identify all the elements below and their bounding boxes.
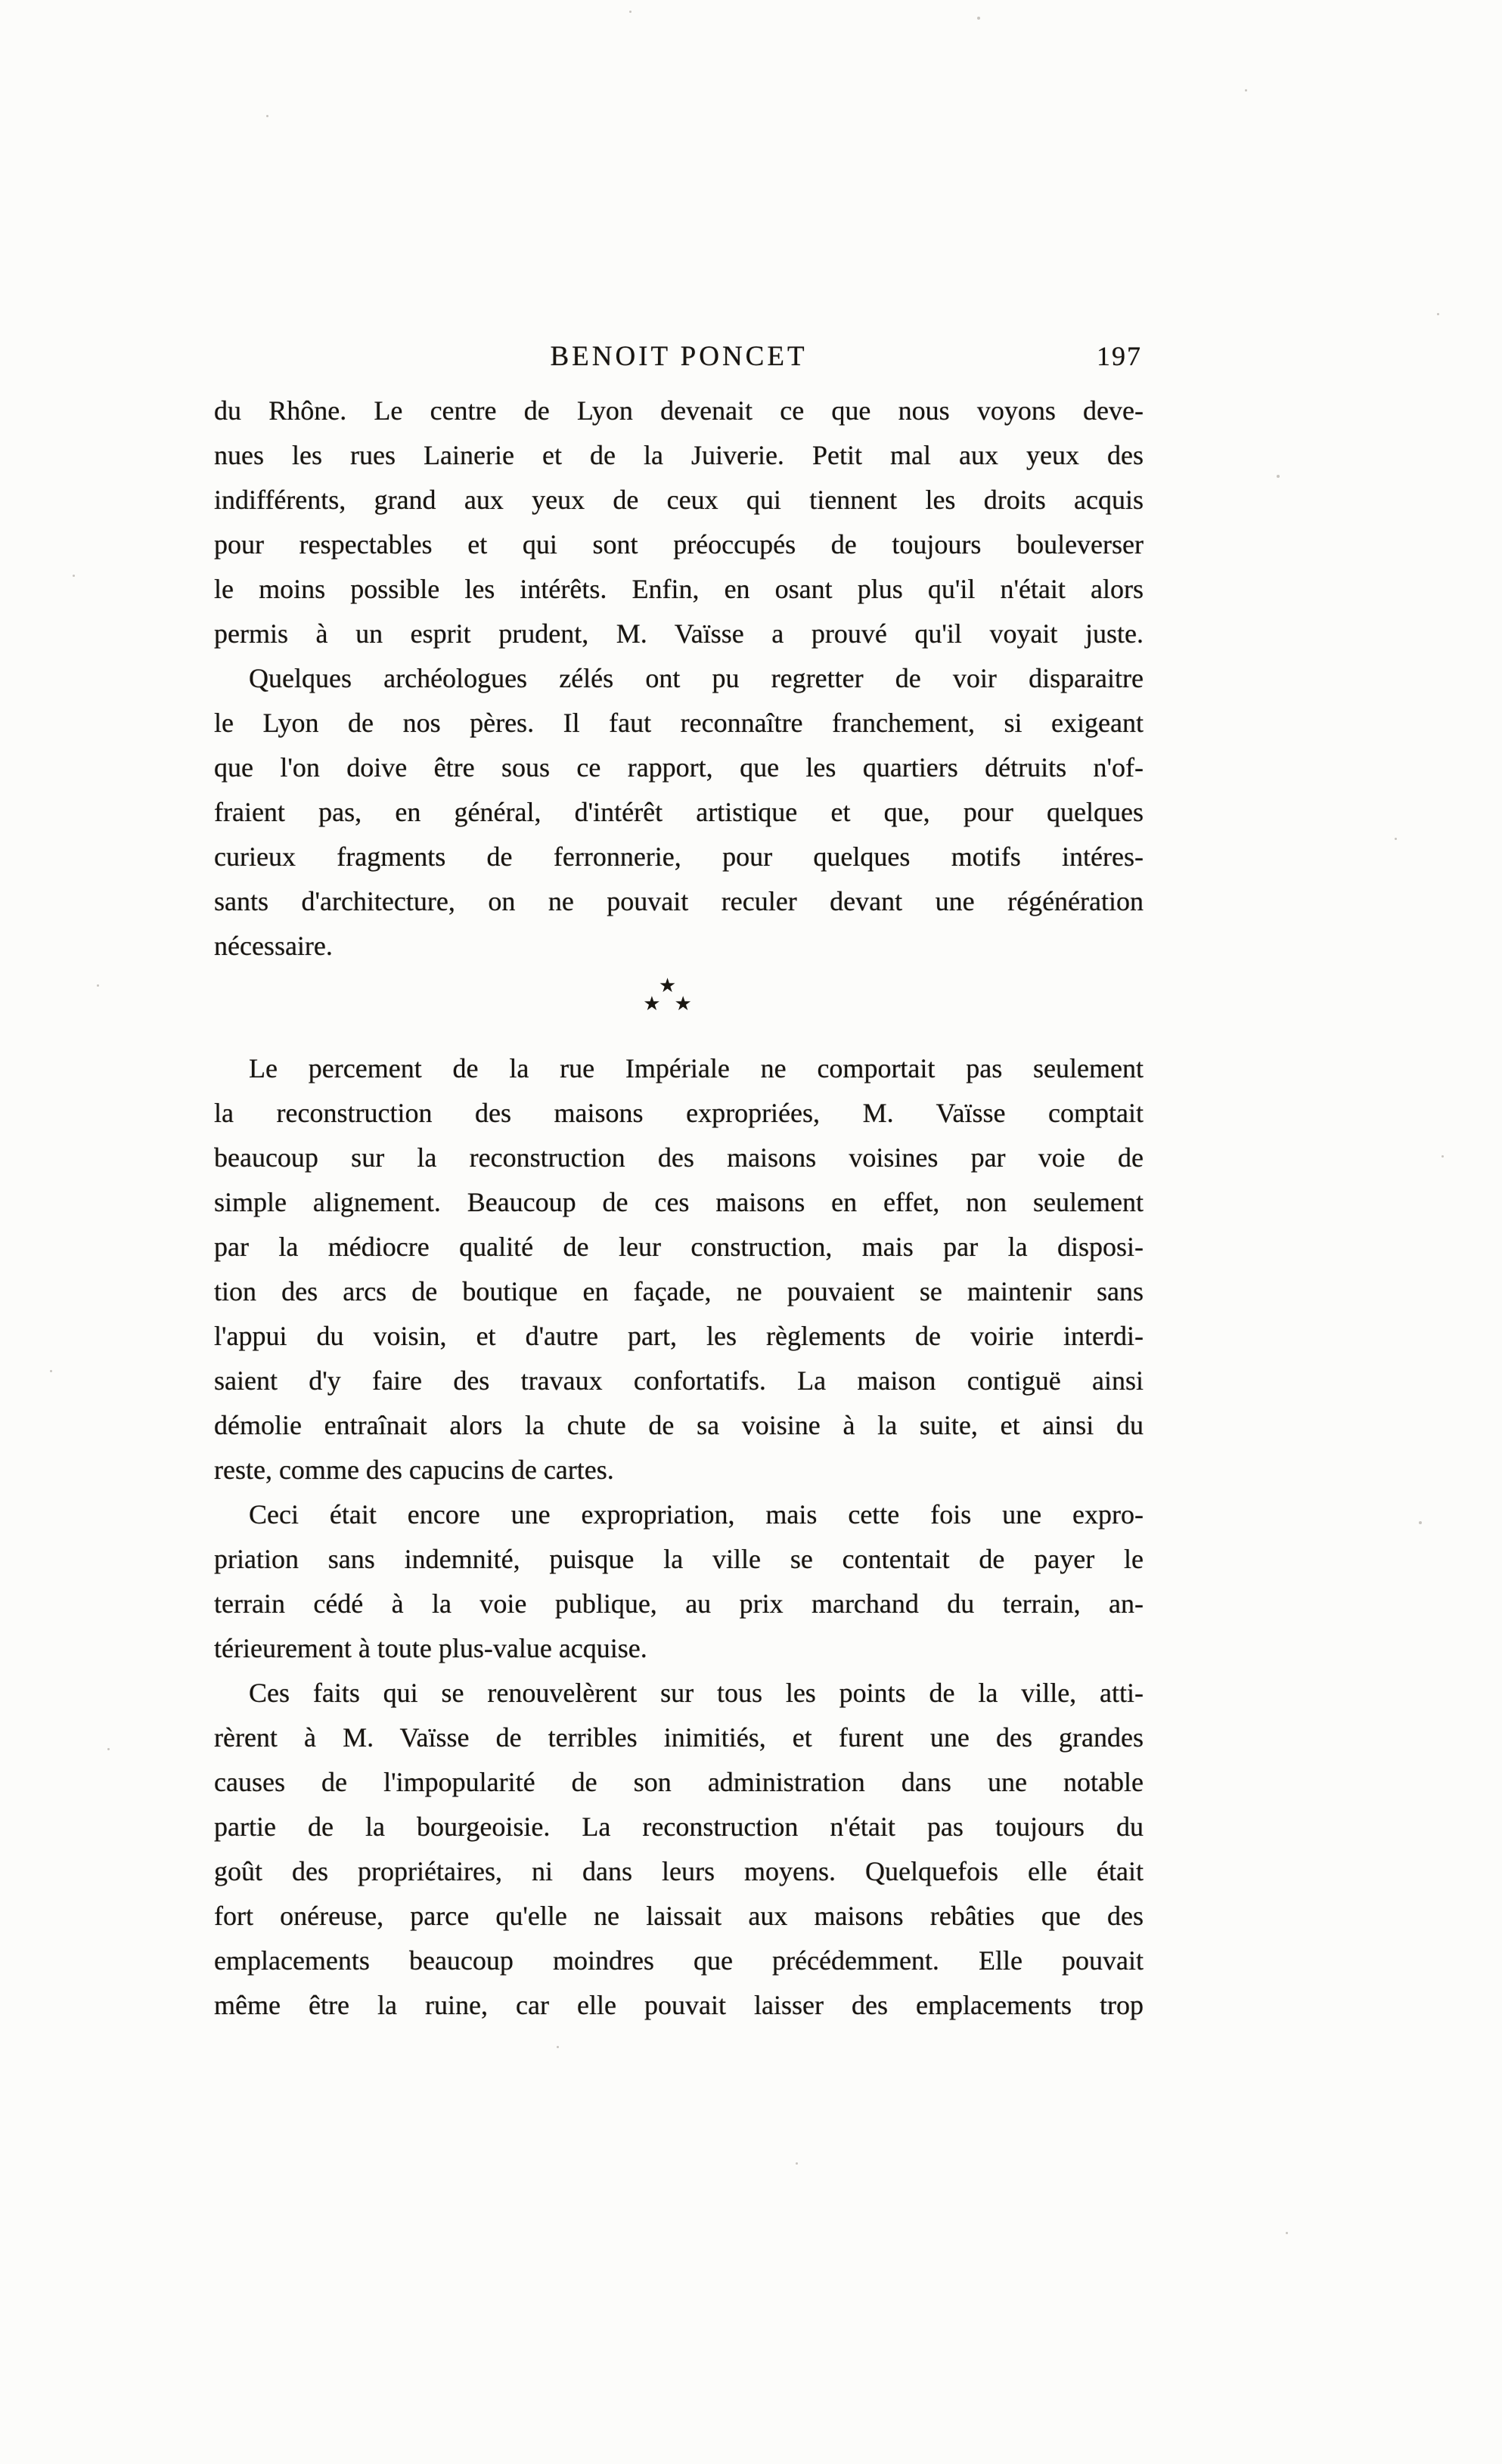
- text-line: indifférents, grand aux yeux de ceux qui tiennent les droits acquis: [214, 485, 1144, 515]
- scan-speckle: [107, 1748, 110, 1750]
- scan-speckle: [557, 2046, 559, 2048]
- text-line: reste, comme des capucins de cartes.: [214, 1455, 614, 1485]
- scan-speckle: [1419, 1521, 1422, 1524]
- page-number: 197: [1097, 341, 1142, 371]
- scan-speckle: [1245, 89, 1247, 91]
- scan-speckle: [73, 575, 75, 577]
- text-line: fort onéreuse, parce qu'elle ne laissait aux maisons rebâties que des: [214, 1901, 1144, 1931]
- text-line: le Lyon de nos pères. Il faut reconnaître franchement, si exigeant: [214, 708, 1144, 738]
- text-line: l'appui du voisin, et d'autre part, les règlements de voirie interdi-: [214, 1321, 1144, 1351]
- paragraph: [214, 1671, 1144, 2028]
- section-divider-asterism: [203, 969, 1132, 1046]
- star-icon: ★: [674, 993, 692, 1015]
- paragraph: [214, 1046, 1144, 1492]
- scan-speckle: [629, 11, 632, 13]
- page-header: [214, 340, 1144, 375]
- scan-speckle: [1286, 2232, 1288, 2234]
- text-line: priation sans indemnité, puisque la ville se contentait de payer le: [214, 1544, 1144, 1574]
- text-line: démolie entraînait alors la chute de sa voisine à la suite, et ainsi du: [214, 1410, 1144, 1440]
- scan-speckle: [977, 17, 980, 20]
- text-line: térieurement à toute plus-value acquise.: [214, 1633, 647, 1663]
- running-header-title: BENOIT PONCET: [550, 341, 808, 372]
- text-line: permis à un esprit prudent, M. Vaïsse a prouvé qu'il voyait juste.: [214, 618, 1144, 649]
- text-line: Ces faits qui se renouvelèrent sur tous les points de la ville, atti-: [249, 1678, 1144, 1708]
- text-line: curieux fragments de ferronnerie, pour quelques motifs intéres-: [214, 841, 1144, 872]
- paragraph: [214, 389, 1144, 656]
- text-line: même être la ruine, car elle pouvait laisser des emplacements trop: [214, 1990, 1144, 2020]
- text-line: rèrent à M. Vaïsse de terribles inimitiés, et furent une des grandes: [214, 1722, 1144, 1753]
- text-line: fraient pas, en général, d'intérêt artistique et que, pour quelques: [214, 797, 1144, 827]
- page-body-text: [214, 389, 1144, 2028]
- text-line: sants d'architecture, on ne pouvait reculer devant une régénération: [214, 886, 1144, 916]
- text-line: le moins possible les intérêts. Enfin, en osant plus qu'il n'était alors: [214, 574, 1144, 604]
- text-line: emplacements beaucoup moindres que précédemment. Elle pouvait: [214, 1945, 1144, 1976]
- scan-speckle: [1441, 1155, 1444, 1158]
- text-line: que l'on doive être sous ce rapport, que les quartiers détruits n'of-: [214, 752, 1144, 783]
- scan-speckle: [1395, 838, 1397, 840]
- text-line: nues les rues Lainerie et de la Juiverie. Petit mal aux yeux des: [214, 440, 1144, 470]
- paragraph: [214, 656, 1144, 969]
- text-line: saient d'y faire des travaux confortatifs. La maison contiguë ainsi: [214, 1365, 1144, 1396]
- text-line: beaucoup sur la reconstruction des maisons voisines par voie de: [214, 1142, 1144, 1173]
- text-line: simple alignement. Beaucoup de ces maisons en effet, non seulement: [214, 1187, 1144, 1217]
- text-line: tion des arcs de boutique en façade, ne pouvaient se maintenir sans: [214, 1276, 1144, 1306]
- paragraph: [214, 1492, 1144, 1671]
- scan-speckle: [1277, 475, 1280, 478]
- star-icon: ★: [643, 993, 661, 1015]
- asterism-row-top: [659, 976, 676, 996]
- text-line: nécessaire.: [214, 931, 333, 961]
- text-line: du Rhône. Le centre de Lyon devenait ce que nous voyons deve-: [214, 395, 1144, 426]
- text-line: Ceci était encore une expropriation, mais cette fois une expro-: [249, 1499, 1144, 1530]
- asterism-row-bottom: [643, 994, 692, 1014]
- scan-speckle: [1437, 313, 1439, 315]
- text-line: Quelques archéologues zélés ont pu regretter de voir disparaitre: [249, 663, 1144, 693]
- scan-speckle: [50, 1370, 52, 1372]
- scan-speckle: [796, 2162, 798, 2165]
- text-line: la reconstruction des maisons expropriées, M. Vaïsse comptait: [214, 1098, 1144, 1128]
- scan-speckle: [266, 115, 268, 117]
- text-line: Le percement de la rue Impériale ne comportait pas seulement: [249, 1053, 1144, 1083]
- text-line: goût des propriétaires, ni dans leurs moyens. Quelquefois elle était: [214, 1856, 1144, 1886]
- text-line: causes de l'impopularité de son administration dans une notable: [214, 1767, 1144, 1797]
- star-icon: ★: [658, 975, 677, 996]
- text-line: pour respectables et qui sont préoccupés de toujours bouleverser: [214, 529, 1144, 559]
- text-line: par la médiocre qualité de leur construction, mais par la disposi-: [214, 1232, 1144, 1262]
- scan-speckle: [97, 984, 99, 987]
- text-line: partie de la bourgeoisie. La reconstruction n'était pas toujours du: [214, 1812, 1144, 1842]
- text-line: terrain cédé à la voie publique, au prix marchand du terrain, an-: [214, 1588, 1144, 1619]
